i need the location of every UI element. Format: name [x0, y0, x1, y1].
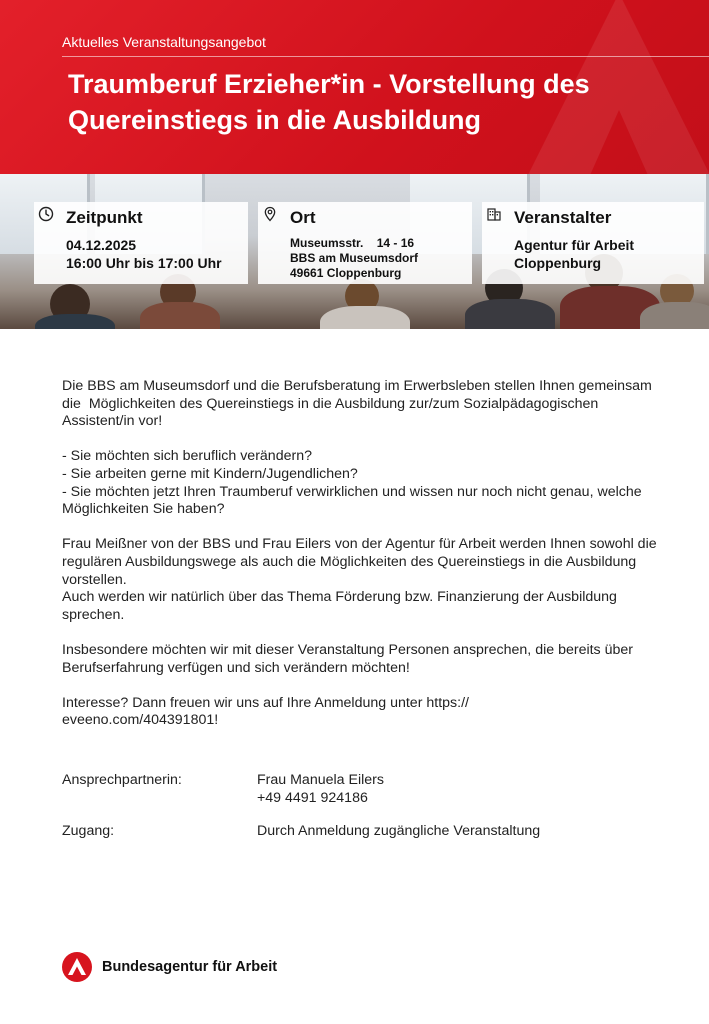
access-row — [62, 822, 682, 842]
ort-label: Ort — [290, 208, 316, 227]
header-banner — [0, 0, 709, 174]
building-icon — [486, 206, 502, 222]
event-description — [62, 378, 672, 747]
veranstalter-value: Agentur für Arbeit Cloppenburg — [514, 237, 635, 271]
registration-link-text[interactable]: Interesse? Dann freuen wir uns auf Ihre Anmeldung unter https:// eveeno.com/404391801! — [62, 694, 469, 729]
header-divider — [62, 56, 709, 57]
info-zeitpunkt — [34, 202, 248, 284]
info-veranstalter — [482, 202, 704, 284]
location-pin-icon — [262, 206, 278, 222]
ba-logo-icon — [62, 952, 92, 982]
description-paragraph-audience: Insbesondere möchten wir mit dieser Veranstaltung Personen ansprechen, die bereits über Berufserfahrung verfügen und sich verändern möchten! — [62, 641, 637, 676]
description-bullet-list: - Sie möchten sich beruflich verändern? - Sie arbeiten gerne mit Kindern/Jugendlichen? - Sie möchten jetzt Ihren Traumberuf verwirklichen und wissen nur noch nicht genau, welche Möglichkeiten Sie haben? — [62, 448, 642, 518]
contact-label: Ansprechpartnerin: — [62, 772, 182, 788]
contact-value: Frau Manuela Eilers +49 4491 924186 — [257, 772, 384, 806]
clock-icon — [38, 206, 54, 222]
page-title: Traumberuf Erzieher*in - Vorstellung des Quereinstiegs in die Ausbildung — [68, 69, 590, 135]
info-ort — [258, 202, 472, 284]
header-kicker: Aktuelles Veranstaltungsangebot — [62, 34, 266, 50]
ort-value: Museumsstr. 14 - 16 BBS am Museumsdorf 49661 Cloppenburg — [290, 236, 419, 280]
zeitpunkt-value: 04.12.2025 16:00 Uhr bis 17:00 Uhr — [66, 237, 222, 271]
description-paragraph-intro: Die BBS am Museumsdorf und die Berufsberatung im Erwerbsleben stellen Ihnen gemeinsam die Möglichkeiten des Quereinstiegs in die Ausbildung zur/zum Sozialpädagogischen Assistent/in vor! — [62, 378, 656, 430]
zeitpunkt-label: Zeitpunkt — [66, 208, 143, 227]
contact-row — [62, 771, 682, 811]
access-label: Zugang: — [62, 823, 115, 839]
veranstalter-label: Veranstalter — [514, 208, 612, 227]
description-paragraph-speakers: Frau Meißner von der BBS und Frau Eilers von der Agentur für Arbeit werden Ihnen sowohl die regulären Ausbildungswege als auch die Möglichkeiten des Quereinstiegs in die Ausbildung vorstellen. Auch werden wir natürlich über das Thema Förderung bzw. Finanzierung der Ausbildung sprechen. — [62, 536, 657, 623]
footer-org-name: Bundesagentur für Arbeit — [102, 959, 278, 975]
access-value: Durch Anmeldung zugängliche Veranstaltung — [257, 823, 541, 839]
